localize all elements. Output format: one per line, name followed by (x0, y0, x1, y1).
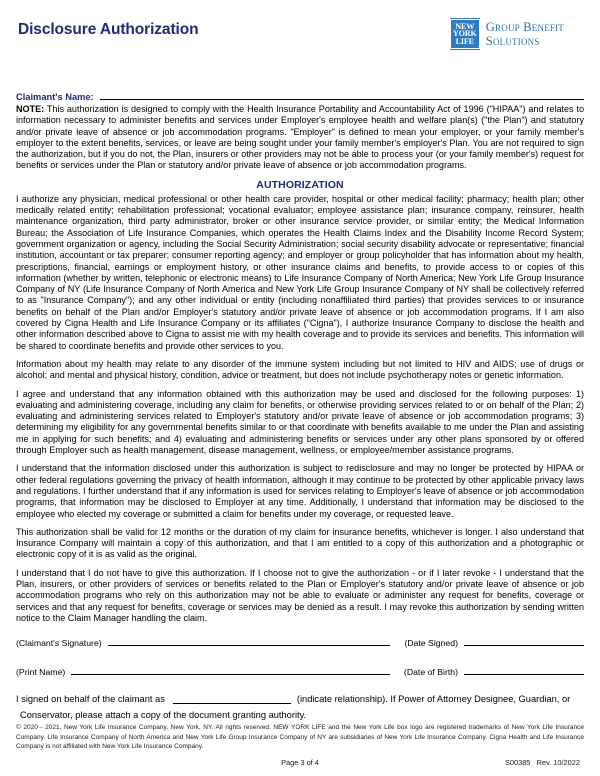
date-signed-label: (Date Signed) (404, 638, 458, 649)
signature-block (16, 635, 584, 721)
legal-disclaimer: © 2020 - 2021, New York Life Insurance Company, New York, NY. All rights reserved. NEW YORK LIFE and the New York Life box logo are registered trademarks of New York Life Insurance Company. Life Insurance Company of North America and New York Life Group Insurance Company of NY are subsidiaries of New York Life Insurance Company. Cigna Health and Life Insurance Company is not affiliated with New York Life Insurance Company. (16, 724, 584, 750)
document-header (16, 0, 584, 66)
date-signed-input[interactable] (464, 635, 584, 646)
authorization-heading: AUTHORIZATION (256, 178, 344, 191)
claimant-signature-row (16, 635, 584, 648)
note-text: This authorization is designed to comply with the Health Insurance Portability and Accountability Act of 1996 ("HIPAA") and relates to information necessary to administer benefits and services under Employer's employee health and welfare plan(s) ("the Plan") and statutory and/or private leave of absence or job accommodation programs. "Employer" is defined to mean your employer, or your family member's employer to the extent benefits, services, or leave are being sought under your family member's employer's Plan. You are not required to sign the authorization, but if you do not, the Plan, insurers or other providers may not be able to process your (or your family member's) request for benefits or services under the Plan or statutory and/or private leave of absence or job accommodation programs. (16, 104, 584, 171)
authorization-paragraph: I authorize any physician, medical professional or other health care provider, hospital or other medical facility; pharmacy; health plan; other medically related entity; rehabilitation professional; vocational evaluator; employee assistance plan; insurance company, reinsurer, health maintenance organization, third party administrator, broker or other insurance service provider, or similar entity; the Medical Information Bureau; the Association of Life Insurance Companies, which operates the Health Claims Index and the Disability Income Record System; government organization or agency, including the Social Security Administration; social security disability advocate or representative; financial institution, accountant or tax preparer; consumer reporting agency; and employer or group policyholder that has information about my health, prescriptions, financial, earnings or employment history, or other insurance claims and benefits, to provide access to or copies of this information (whether by written, telephonic or electronic means) to Life Insurance Company of North America; New York Life Group Insurance Company of NY (Life Insurance Company of North America and New York Life Group Insurance Company of NY shall be collectively referred to as "Insurance Company"); and any other individual or entity (including nonaffiliated third parties) that provides services to or insurance benefits on behalf of the Plan and/or Employer's statutory and/or private leave of absence or job accommodation programs. If I am also covered by Cigna Health and Life Insurance Company or its affiliates ("Cigna"), I authorize Insurance Company to disclose the health and other information described above to Cigna to assist me with my health coverage and to provide its services and benefits. This information will be shared to coordinate benefits and provide other services to you. (16, 193, 584, 351)
behalf-prefix-text: I signed on behalf of the claimant as (16, 694, 165, 705)
authorization-paragraph: Information about my health may relate to any disorder of the immune system including but not limited to HIV and AIDS; use of drugs or alcohol; and mental and physical history, condition, advice or treatment, but does not include psychotherapy notes or genetic information. (16, 358, 584, 381)
print-name-row (16, 664, 584, 677)
claimant-name-row (16, 88, 584, 102)
authorization-paragraph: I understand that the information disclosed under this authorization is subject to redisclosure and may no longer be protected by HIPAA or other federal regulations governing the privacy of health information, although it may continue to be protected by other applicable privacy laws and regulations. I further understand that if any information is used for services relating to Employer's leave of absence or job accommodation programs, that information may be disclosed to Employer at any time. Additionally, I understand that information may be disclosed to the employee who elected my coverage or submitted a claim for benefits under my coverage, or requested leave. (16, 463, 584, 519)
group-benefit-solutions-wordmark (486, 18, 564, 49)
claimant-signature-label: (Claimant's Signature) (16, 638, 102, 649)
note-paragraph (16, 104, 584, 172)
signed-on-behalf-statement (16, 693, 584, 721)
behalf-suffix-text: (indicate relationship). If Power of Attorney Designee, Guardian, or (296, 694, 571, 705)
date-of-birth-label: (Date of Birth) (403, 667, 458, 678)
claimant-name-label: Claimant's Name: (16, 92, 94, 102)
print-name-input[interactable] (71, 664, 390, 675)
document-footer (16, 723, 584, 770)
authorization-paragraph: I agree and understand that any information obtained with this authorization may be used and disclosed for the following purposes: 1) evaluating and administering coverage, including any claim for benefits, or otherwise providing services related to or on behalf of the Plan; 2) evaluating and administering services related to Employer's statutory and/or private leave of absence or job accommodation programs; 3) determining my eligibility for any governmental benefits similar to or that coordinate with benefits available to me under the Plan and assisting me in applying for such benefits; and 4) evaluating and administering benefits or services under any other plans sponsored by or offered through Employer such as health management, disease management, wellness, or employee/member assistance programs. (16, 388, 584, 456)
logo-line-1: NEW (455, 21, 475, 31)
authorization-paragraph: This authorization shall be valid for 12 months or the duration of my claim for insurance benefits, whichever is longer. I also understand that Insurance Company will maintain a copy of this authorization, and that I am entitled to a copy of this authorization and a photographic or electronic copy of it is as valid as the original. (16, 526, 584, 560)
print-name-label: (Print Name) (16, 667, 66, 678)
logo-line-3: LIFE (455, 36, 474, 46)
new-york-life-logo (450, 18, 584, 50)
page-title: Disclosure Authorization (18, 21, 199, 38)
relationship-input[interactable] (173, 693, 291, 704)
nyl-box-logo-icon (450, 18, 480, 50)
claimant-name-input[interactable] (100, 88, 584, 100)
note-label: NOTE: (16, 104, 45, 114)
logo-line-2: YORK (452, 29, 477, 39)
form-code: S00385 Rev. 10/2022 (504, 758, 580, 767)
authorization-paragraph: I understand that I do not have to give this authorization. If I choose not to give the authorization - or if I later revoke - I understand that the Plan, insurers, or other providers of services or benefits related to the Plan or Employer's statutory and/or private leave of absence or job accommodation programs who rely on this authorization may not be able to evaluate or administer any request for benefits, coverage or services and that any request for benefits, coverage or services may be denied as a result. I may revoke this authorization by sending written notice to the Claim Manager handling the claim. (16, 567, 584, 623)
footer-meta-row (16, 758, 584, 770)
brand-line-2: Solutions (485, 34, 540, 49)
claimant-signature-input[interactable] (108, 635, 391, 646)
date-of-birth-input[interactable] (464, 664, 584, 675)
behalf-second-line-text: Conservator, please attach a copy of the document granting authority. (20, 709, 307, 720)
brand-line-1: Group Benefit (485, 20, 564, 34)
page-number: Page 3 of 4 (281, 758, 319, 767)
